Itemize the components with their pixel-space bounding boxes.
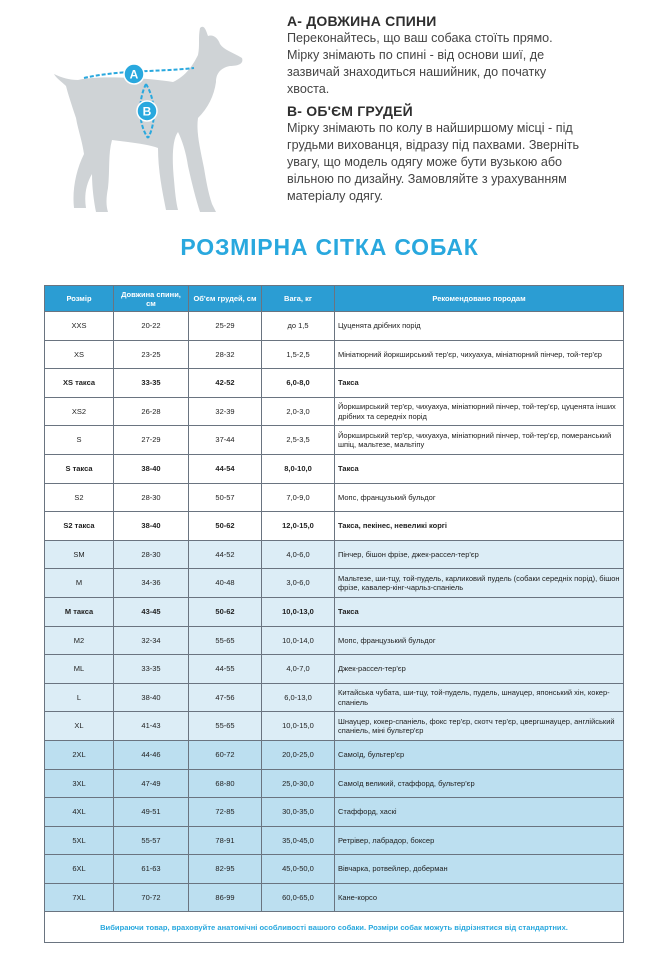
weight-cell: 2,5-3,5 [262, 426, 335, 455]
chest-cell: 44-54 [189, 454, 262, 483]
breeds-cell: Цуценята дрібних порід [335, 312, 624, 341]
weight-cell: 7,0-9,0 [262, 483, 335, 512]
size-cell: M такса [45, 597, 114, 626]
size-cell: 4XL [45, 798, 114, 827]
breeds-cell: Самоїд великий, стаффорд, бультер'єр [335, 769, 624, 798]
table-row [45, 883, 624, 912]
breeds-cell: Такса, пекінес, невеликі коргі [335, 512, 624, 541]
weight-cell: 60,0-65,0 [262, 883, 335, 912]
chest-cell: 25-29 [189, 312, 262, 341]
table-header-row [45, 286, 624, 312]
weight-cell: до 1,5 [262, 312, 335, 341]
table-footer-note: Вибираючи товар, враховуйте анатомічні особливості вашого собаки. Розміри собак можуть відрізнятися від стандартних. [45, 912, 624, 943]
back-length-cell: 47-49 [114, 769, 189, 798]
back-length-cell: 27-29 [114, 426, 189, 455]
back-length-cell: 33-35 [114, 369, 189, 398]
size-cell: 7XL [45, 883, 114, 912]
dog-measurement-diagram [48, 20, 270, 220]
back-length-text: Переконайтесь, що ваш собака стоїть прямо. Мірку знімають по спині - від основи шиї, де зазвичай знаходиться нашийник, до початку хвоста. [287, 31, 553, 96]
breeds-cell: Йоркширський тер'єр, чихуахуа, мініатюрний пінчер, той-тер'єр, цуценята інших дрібних та середніх порід [335, 397, 624, 426]
chest-cell: 32-39 [189, 397, 262, 426]
chest-girth-title: В- ОБ'ЄМ ГРУДЕЙ [287, 103, 413, 119]
breeds-cell: Шнауцер, кокер-спаніель, фокс тер'єр, скотч тер'єр, цвергшнауцер, англійський спаніель, міні бультер'єр [335, 712, 624, 741]
table-row [45, 683, 624, 712]
back-length-cell: 23-25 [114, 340, 189, 369]
back-length-cell: 20-22 [114, 312, 189, 341]
breeds-cell: Кане-корсо [335, 883, 624, 912]
weight-cell: 4,0-7,0 [262, 655, 335, 684]
weight-cell: 6,0-8,0 [262, 369, 335, 398]
back-length-title: А- ДОВЖИНА СПИНИ [287, 13, 437, 29]
breeds-cell: Ретрівер, лабрадор, боксер [335, 826, 624, 855]
table-footer-row [45, 912, 624, 943]
breeds-cell: Такса [335, 369, 624, 398]
chest-cell: 60-72 [189, 740, 262, 769]
size-cell: S2 такса [45, 512, 114, 541]
table-row [45, 340, 624, 369]
table-row [45, 798, 624, 827]
table-row [45, 454, 624, 483]
size-cell: 2XL [45, 740, 114, 769]
chest-cell: 55-65 [189, 626, 262, 655]
size-cell: 5XL [45, 826, 114, 855]
chest-cell: 28-32 [189, 340, 262, 369]
table-row [45, 740, 624, 769]
breeds-cell: Джек-рассел-тер'єр [335, 655, 624, 684]
back-length-cell: 44-46 [114, 740, 189, 769]
table-row [45, 712, 624, 741]
weight-cell: 2,0-3,0 [262, 397, 335, 426]
header-chest: Об'єм грудей, см [189, 286, 262, 312]
chest-cell: 86-99 [189, 883, 262, 912]
weight-cell: 12,0-15,0 [262, 512, 335, 541]
size-cell: S [45, 426, 114, 455]
measurement-instructions [287, 12, 587, 209]
page-title: РОЗМІРНА СІТКА СОБАК [180, 234, 479, 260]
size-cell: XXS [45, 312, 114, 341]
breeds-cell: Такса [335, 454, 624, 483]
table-row [45, 597, 624, 626]
back-length-cell: 32-34 [114, 626, 189, 655]
size-chart-table [44, 285, 624, 943]
table-body [45, 312, 624, 912]
chest-girth-text: Мірку знімають по колу в найширшому місці - під грудьми вихованця, відразу під пахвами. Зверніть увагу, що модель одягу може бути вузькою або вільною по дизайну. Замовляйте з урахуванням матеріалу одягу. [287, 121, 580, 203]
chest-cell: 44-52 [189, 540, 262, 569]
chest-cell: 40-48 [189, 569, 262, 598]
size-cell: 3XL [45, 769, 114, 798]
marker-a-label: A [129, 67, 139, 82]
table-row [45, 569, 624, 598]
size-cell: 6XL [45, 855, 114, 884]
chest-cell: 72-85 [189, 798, 262, 827]
weight-cell: 30,0-35,0 [262, 798, 335, 827]
header-back-length: Довжина спини, см [114, 286, 189, 312]
size-cell: S2 [45, 483, 114, 512]
back-length-cell: 49-51 [114, 798, 189, 827]
table-row [45, 855, 624, 884]
table-row [45, 769, 624, 798]
breeds-cell: Мальтезе, ши-тцу, той-пудель, карликовий пудель (собаки середніх порід), бішон фрізе, кавалер-кінг-чарльз-спаніель [335, 569, 624, 598]
weight-cell: 8,0-10,0 [262, 454, 335, 483]
breeds-cell: Такса [335, 597, 624, 626]
size-cell: XL [45, 712, 114, 741]
breeds-cell: Китайська чубата, ши-тцу, той-пудель, пудель, шнауцер, японський хін, кокер-спаніель [335, 683, 624, 712]
back-length-cell: 34-36 [114, 569, 189, 598]
back-length-cell: 70-72 [114, 883, 189, 912]
breeds-cell: Йоркширський тер'єр, чихуахуа, мініатюрний пінчер, той-тер'єр, померанський шпіц, мальтезе, мальтіпу [335, 426, 624, 455]
back-length-cell: 38-40 [114, 683, 189, 712]
weight-cell: 45,0-50,0 [262, 855, 335, 884]
breeds-cell: Стаффорд, хаскі [335, 798, 624, 827]
table-row [45, 540, 624, 569]
back-length-cell: 33-35 [114, 655, 189, 684]
back-length-cell: 26-28 [114, 397, 189, 426]
chest-cell: 55-65 [189, 712, 262, 741]
chest-cell: 68-80 [189, 769, 262, 798]
weight-cell: 6,0-13,0 [262, 683, 335, 712]
weight-cell: 4,0-6,0 [262, 540, 335, 569]
chest-cell: 78-91 [189, 826, 262, 855]
header-weight: Вага, кг [262, 286, 335, 312]
breeds-cell: Вівчарка, ротвейлер, доберман [335, 855, 624, 884]
weight-cell: 3,0-6,0 [262, 569, 335, 598]
weight-cell: 20,0-25,0 [262, 740, 335, 769]
chest-cell: 50-62 [189, 597, 262, 626]
breeds-cell: Мопс, французький бульдог [335, 626, 624, 655]
table-row [45, 512, 624, 541]
size-cell: XS [45, 340, 114, 369]
weight-cell: 10,0-15,0 [262, 712, 335, 741]
breeds-cell: Мопс, французький бульдог [335, 483, 624, 512]
size-cell: L [45, 683, 114, 712]
table-row [45, 826, 624, 855]
chest-cell: 50-62 [189, 512, 262, 541]
chest-cell: 37-44 [189, 426, 262, 455]
weight-cell: 35,0-45,0 [262, 826, 335, 855]
back-length-cell: 38-40 [114, 512, 189, 541]
back-length-cell: 28-30 [114, 483, 189, 512]
marker-b-label: B [142, 104, 152, 119]
table-row [45, 312, 624, 341]
size-cell: M2 [45, 626, 114, 655]
size-cell: XS такса [45, 369, 114, 398]
weight-cell: 10,0-13,0 [262, 597, 335, 626]
weight-cell: 10,0-14,0 [262, 626, 335, 655]
back-length-cell: 38-40 [114, 454, 189, 483]
table-row [45, 483, 624, 512]
back-length-cell: 43-45 [114, 597, 189, 626]
back-length-cell: 61-63 [114, 855, 189, 884]
size-cell: XS2 [45, 397, 114, 426]
header-breeds: Рекомендовано породам [335, 286, 624, 312]
table-row [45, 626, 624, 655]
table-row [45, 426, 624, 455]
weight-cell: 1,5-2,5 [262, 340, 335, 369]
chest-cell: 42-52 [189, 369, 262, 398]
back-length-cell: 55-57 [114, 826, 189, 855]
back-length-cell: 28-30 [114, 540, 189, 569]
header-size: Розмір [45, 286, 114, 312]
breeds-cell: Самоїд, бультер'єр [335, 740, 624, 769]
chest-cell: 44-55 [189, 655, 262, 684]
back-length-cell: 41-43 [114, 712, 189, 741]
breeds-cell: Пінчер, бішон фрізе, джек-рассел-тер'єр [335, 540, 624, 569]
table-row [45, 369, 624, 398]
chest-cell: 50-57 [189, 483, 262, 512]
size-cell: S такса [45, 454, 114, 483]
breeds-cell: Мініатюрний йоркширський тер'єр, чихуахуа, мініатюрний пінчер, той-тер'єр [335, 340, 624, 369]
weight-cell: 25,0-30,0 [262, 769, 335, 798]
chest-cell: 47-56 [189, 683, 262, 712]
chest-cell: 82-95 [189, 855, 262, 884]
size-cell: ML [45, 655, 114, 684]
table-row [45, 397, 624, 426]
size-cell: M [45, 569, 114, 598]
size-cell: SM [45, 540, 114, 569]
table-row [45, 655, 624, 684]
